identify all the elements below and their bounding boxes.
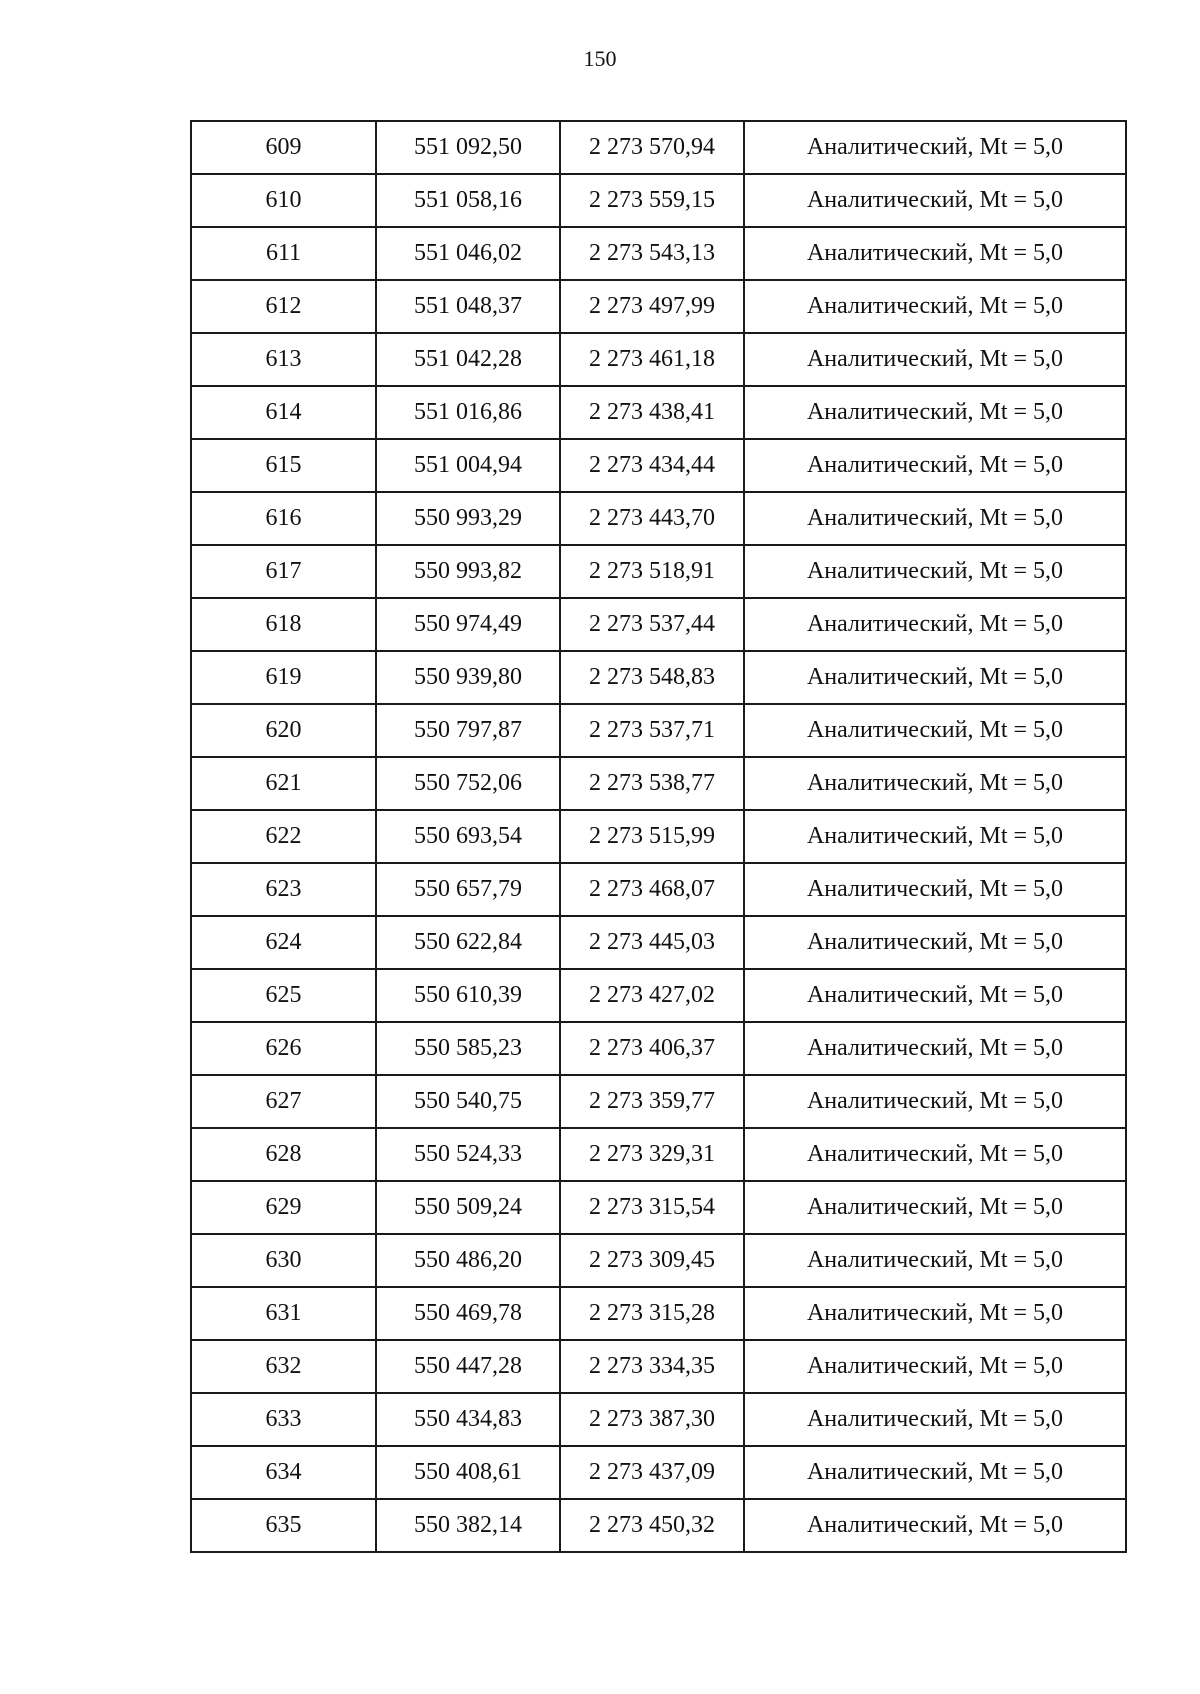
y-coordinate-cell: 2 273 443,70 <box>560 492 744 545</box>
method-cell: Аналитический, Mt = 5,0 <box>744 1499 1126 1552</box>
x-coordinate-cell: 550 939,80 <box>376 651 560 704</box>
method-cell: Аналитический, Mt = 5,0 <box>744 863 1126 916</box>
table-row <box>191 1340 1126 1393</box>
method-cell: Аналитический, Mt = 5,0 <box>744 1287 1126 1340</box>
y-coordinate-cell: 2 273 334,35 <box>560 1340 744 1393</box>
point-number-cell: 612 <box>191 280 376 333</box>
method-cell: Аналитический, Mt = 5,0 <box>744 1181 1126 1234</box>
point-number-cell: 626 <box>191 1022 376 1075</box>
point-number-cell: 632 <box>191 1340 376 1393</box>
point-number-cell: 616 <box>191 492 376 545</box>
y-coordinate-cell: 2 273 543,13 <box>560 227 744 280</box>
point-number-cell: 634 <box>191 1446 376 1499</box>
method-cell: Аналитический, Mt = 5,0 <box>744 1446 1126 1499</box>
x-coordinate-cell: 551 046,02 <box>376 227 560 280</box>
y-coordinate-cell: 2 273 548,83 <box>560 651 744 704</box>
y-coordinate-cell: 2 273 468,07 <box>560 863 744 916</box>
point-number-cell: 617 <box>191 545 376 598</box>
y-coordinate-cell: 2 273 438,41 <box>560 386 744 439</box>
method-cell: Аналитический, Mt = 5,0 <box>744 1075 1126 1128</box>
y-coordinate-cell: 2 273 559,15 <box>560 174 744 227</box>
method-cell: Аналитический, Mt = 5,0 <box>744 1128 1126 1181</box>
coordinates-table-body <box>191 121 1126 1552</box>
table-row <box>191 227 1126 280</box>
y-coordinate-cell: 2 273 518,91 <box>560 545 744 598</box>
x-coordinate-cell: 550 585,23 <box>376 1022 560 1075</box>
table-row <box>191 492 1126 545</box>
x-coordinate-cell: 550 752,06 <box>376 757 560 810</box>
y-coordinate-cell: 2 273 434,44 <box>560 439 744 492</box>
method-cell: Аналитический, Mt = 5,0 <box>744 916 1126 969</box>
y-coordinate-cell: 2 273 309,45 <box>560 1234 744 1287</box>
point-number-cell: 614 <box>191 386 376 439</box>
point-number-cell: 627 <box>191 1075 376 1128</box>
point-number-cell: 611 <box>191 227 376 280</box>
method-cell: Аналитический, Mt = 5,0 <box>744 757 1126 810</box>
point-number-cell: 625 <box>191 969 376 1022</box>
point-number-cell: 609 <box>191 121 376 174</box>
point-number-cell: 633 <box>191 1393 376 1446</box>
y-coordinate-cell: 2 273 329,31 <box>560 1128 744 1181</box>
method-cell: Аналитический, Mt = 5,0 <box>744 704 1126 757</box>
y-coordinate-cell: 2 273 461,18 <box>560 333 744 386</box>
table-row <box>191 174 1126 227</box>
x-coordinate-cell: 550 610,39 <box>376 969 560 1022</box>
table-row <box>191 1128 1126 1181</box>
table-row <box>191 333 1126 386</box>
method-cell: Аналитический, Mt = 5,0 <box>744 545 1126 598</box>
x-coordinate-cell: 550 382,14 <box>376 1499 560 1552</box>
method-cell: Аналитический, Mt = 5,0 <box>744 969 1126 1022</box>
x-coordinate-cell: 550 993,82 <box>376 545 560 598</box>
table-row <box>191 1022 1126 1075</box>
y-coordinate-cell: 2 273 497,99 <box>560 280 744 333</box>
x-coordinate-cell: 551 016,86 <box>376 386 560 439</box>
table-row <box>191 280 1126 333</box>
y-coordinate-cell: 2 273 450,32 <box>560 1499 744 1552</box>
coordinates-table <box>190 120 1127 1553</box>
x-coordinate-cell: 550 993,29 <box>376 492 560 545</box>
x-coordinate-cell: 550 693,54 <box>376 810 560 863</box>
point-number-cell: 624 <box>191 916 376 969</box>
method-cell: Аналитический, Mt = 5,0 <box>744 598 1126 651</box>
method-cell: Аналитический, Mt = 5,0 <box>744 227 1126 280</box>
table-row <box>191 704 1126 757</box>
y-coordinate-cell: 2 273 406,37 <box>560 1022 744 1075</box>
y-coordinate-cell: 2 273 387,30 <box>560 1393 744 1446</box>
method-cell: Аналитический, Mt = 5,0 <box>744 810 1126 863</box>
method-cell: Аналитический, Mt = 5,0 <box>744 439 1126 492</box>
x-coordinate-cell: 550 524,33 <box>376 1128 560 1181</box>
table-row <box>191 386 1126 439</box>
y-coordinate-cell: 2 273 315,54 <box>560 1181 744 1234</box>
y-coordinate-cell: 2 273 537,71 <box>560 704 744 757</box>
table-row <box>191 1287 1126 1340</box>
x-coordinate-cell: 550 434,83 <box>376 1393 560 1446</box>
point-number-cell: 628 <box>191 1128 376 1181</box>
table-row <box>191 757 1126 810</box>
point-number-cell: 615 <box>191 439 376 492</box>
table-row <box>191 545 1126 598</box>
point-number-cell: 622 <box>191 810 376 863</box>
point-number-cell: 613 <box>191 333 376 386</box>
method-cell: Аналитический, Mt = 5,0 <box>744 121 1126 174</box>
y-coordinate-cell: 2 273 445,03 <box>560 916 744 969</box>
x-coordinate-cell: 550 408,61 <box>376 1446 560 1499</box>
y-coordinate-cell: 2 273 537,44 <box>560 598 744 651</box>
method-cell: Аналитический, Mt = 5,0 <box>744 1340 1126 1393</box>
method-cell: Аналитический, Mt = 5,0 <box>744 386 1126 439</box>
x-coordinate-cell: 551 042,28 <box>376 333 560 386</box>
table-row <box>191 916 1126 969</box>
point-number-cell: 618 <box>191 598 376 651</box>
y-coordinate-cell: 2 273 515,99 <box>560 810 744 863</box>
table-row <box>191 598 1126 651</box>
method-cell: Аналитический, Mt = 5,0 <box>744 333 1126 386</box>
method-cell: Аналитический, Mt = 5,0 <box>744 280 1126 333</box>
table-row <box>191 121 1126 174</box>
x-coordinate-cell: 551 058,16 <box>376 174 560 227</box>
table-row <box>191 651 1126 704</box>
table-row <box>191 810 1126 863</box>
point-number-cell: 621 <box>191 757 376 810</box>
point-number-cell: 635 <box>191 1499 376 1552</box>
y-coordinate-cell: 2 273 427,02 <box>560 969 744 1022</box>
x-coordinate-cell: 550 447,28 <box>376 1340 560 1393</box>
method-cell: Аналитический, Mt = 5,0 <box>744 174 1126 227</box>
y-coordinate-cell: 2 273 570,94 <box>560 121 744 174</box>
point-number-cell: 619 <box>191 651 376 704</box>
method-cell: Аналитический, Mt = 5,0 <box>744 1022 1126 1075</box>
y-coordinate-cell: 2 273 538,77 <box>560 757 744 810</box>
x-coordinate-cell: 550 469,78 <box>376 1287 560 1340</box>
method-cell: Аналитический, Mt = 5,0 <box>744 1234 1126 1287</box>
x-coordinate-cell: 550 974,49 <box>376 598 560 651</box>
x-coordinate-cell: 550 486,20 <box>376 1234 560 1287</box>
x-coordinate-cell: 550 540,75 <box>376 1075 560 1128</box>
method-cell: Аналитический, Mt = 5,0 <box>744 492 1126 545</box>
point-number-cell: 631 <box>191 1287 376 1340</box>
y-coordinate-cell: 2 273 315,28 <box>560 1287 744 1340</box>
point-number-cell: 629 <box>191 1181 376 1234</box>
table-row <box>191 439 1126 492</box>
point-number-cell: 610 <box>191 174 376 227</box>
table-row <box>191 1499 1126 1552</box>
point-number-cell: 623 <box>191 863 376 916</box>
x-coordinate-cell: 550 509,24 <box>376 1181 560 1234</box>
table-row <box>191 1234 1126 1287</box>
x-coordinate-cell: 551 092,50 <box>376 121 560 174</box>
table-row <box>191 863 1126 916</box>
method-cell: Аналитический, Mt = 5,0 <box>744 1393 1126 1446</box>
page-number: 150 <box>583 46 617 71</box>
x-coordinate-cell: 550 622,84 <box>376 916 560 969</box>
table-row <box>191 1075 1126 1128</box>
table-row <box>191 1181 1126 1234</box>
y-coordinate-cell: 2 273 437,09 <box>560 1446 744 1499</box>
x-coordinate-cell: 550 797,87 <box>376 704 560 757</box>
point-number-cell: 630 <box>191 1234 376 1287</box>
x-coordinate-cell: 550 657,79 <box>376 863 560 916</box>
table-row <box>191 1446 1126 1499</box>
table-row <box>191 969 1126 1022</box>
table-row <box>191 1393 1126 1446</box>
x-coordinate-cell: 551 004,94 <box>376 439 560 492</box>
method-cell: Аналитический, Mt = 5,0 <box>744 651 1126 704</box>
x-coordinate-cell: 551 048,37 <box>376 280 560 333</box>
point-number-cell: 620 <box>191 704 376 757</box>
y-coordinate-cell: 2 273 359,77 <box>560 1075 744 1128</box>
